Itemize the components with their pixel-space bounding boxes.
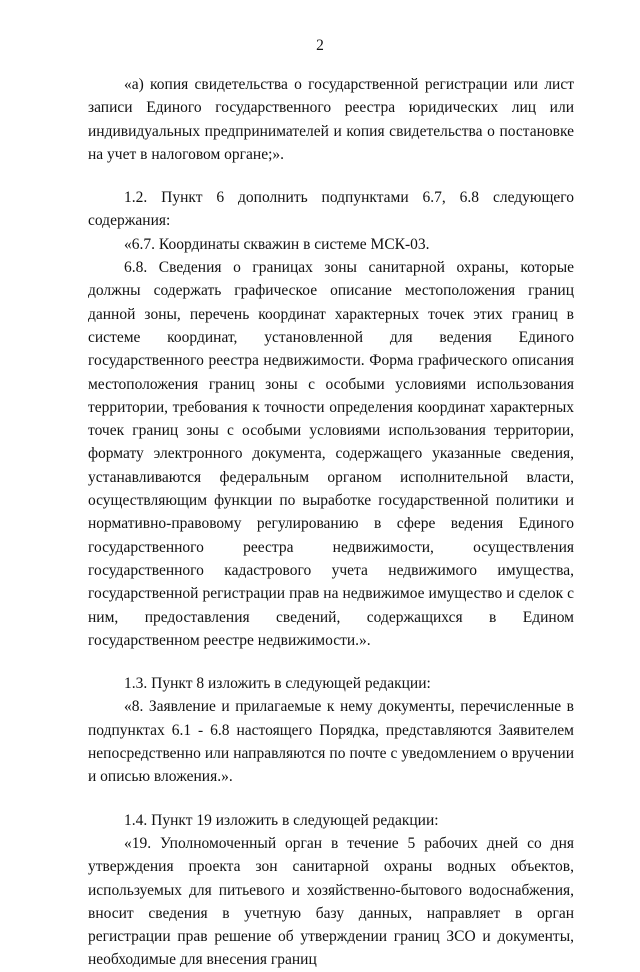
paragraph-item-1-2: 1.2. Пункт 6 дополнить подпунктами 6.7, 6.8 следующего содержания: (88, 189, 574, 230)
document-body (88, 73, 574, 972)
paragraph-item-8-text: «8. Заявление и прилагаемые к нему документы, перечисленные в подпунктах 6.1 - 6.8 настоящего Порядка, представляются Заявителем непосредственно или направляются по почте с уведомлением о вручении и описью вложения.». (88, 698, 574, 786)
paragraph-subitem-6-7: «6.7. Координаты скважин в системе МСК-03. (124, 235, 430, 253)
paragraph-item-1-4: 1.4. Пункт 19 изложить в следующей редакции: (124, 811, 439, 829)
paragraph-gap (88, 166, 574, 186)
paragraph-registration-copy: «а) копия свидетельства о государственной регистрации или лист записи Единого государственного реестра юридических лиц или индивидуальных предпринимателей и копия свидетельства о постановке на учет в налоговом органе;». (88, 76, 574, 163)
paragraph-gap (88, 652, 574, 672)
paragraph-item-19-text: «19. Уполномоченный орган в течение 5 рабочих дней со дня утверждения проекта зон санитарной охраны водных объектов, используемых для питьевого и хозяйственно-бытового водоснабжения, вносит сведения в учетную базу данных, направляет в орган регистрации прав решение об утверждении границ ЗСО и документы, необходимые для внесения границ (88, 834, 574, 969)
paragraph-gap (88, 789, 574, 809)
page-number: 2 (316, 37, 324, 54)
paragraph-item-1-3: 1.3. Пункт 8 изложить в следующей редакции: (124, 675, 431, 693)
paragraph-subitem-6-8: 6.8. Сведения о границах зоны санитарной охраны, которые должны содержать графическое описание местоположения границ данной зоны, перечень координат характерных точек этих границ в системе координат, установленной для ведения Единого государственного реестра недвижимости. Форма графического описания местоположения границ зоны с особыми условиями использования территории, требования к точности определения координат характерных точек границ зоны с особыми условиями использования территории, формату электронного документа, содержащего указанные сведения, устанавливаются федеральным органом исполнительной власти, осуществляющим функции по выработке государственной политики и нормативно-правовому регулированию в сфере ведения Единого государственного реестра недвижимости, осуществления государственного кадастрового учета недвижимого имущества, государственной регистрации прав на недвижимое имущество и сделок с ним, предоставления сведений, содержащихся в Едином государственном реестре недвижимости.». (88, 259, 574, 649)
